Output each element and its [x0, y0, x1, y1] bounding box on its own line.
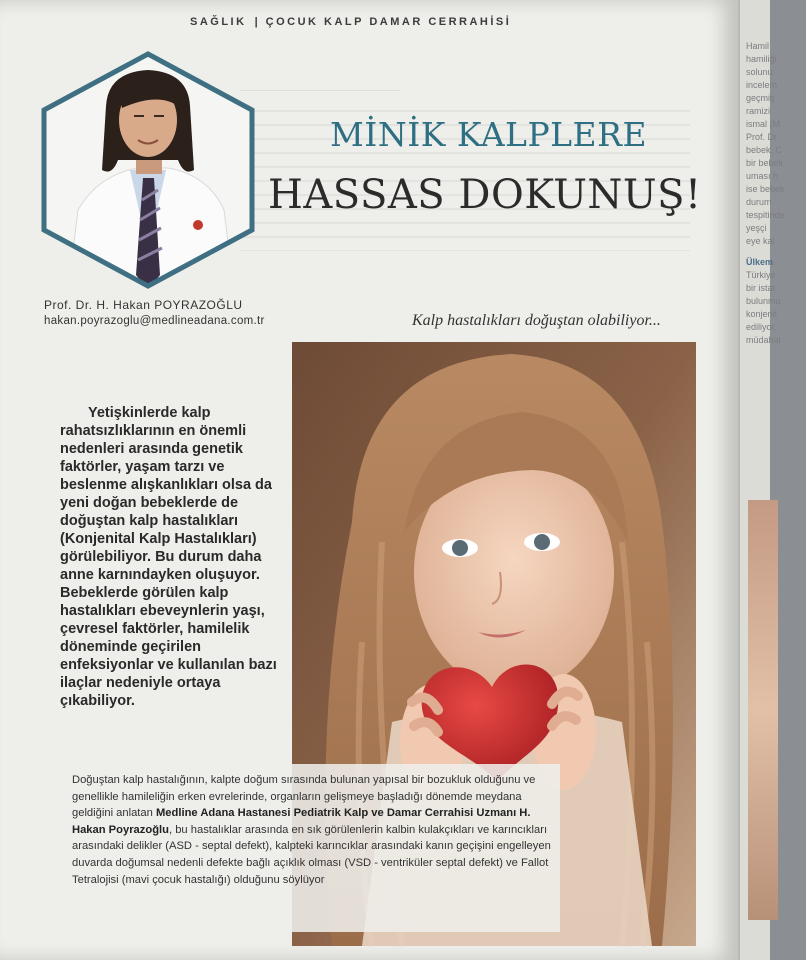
adjacent-line: eye kal [746, 236, 775, 246]
adjacent-line: ramizi [746, 106, 770, 116]
adjacent-line: yeşçi [746, 223, 767, 233]
adjacent-line: incelem [746, 80, 778, 90]
adjacent-line: ediliyor. [746, 322, 777, 332]
adjacent-line: hamiliği [746, 54, 777, 64]
adjacent-line: Prof. Dr [746, 132, 778, 142]
headline-line-1: MİNİK KALPLERE [330, 115, 648, 154]
adjacent-line: ise bebek [746, 184, 785, 194]
bleed-through-texture [240, 66, 690, 276]
adjacent-line: solunu [746, 67, 773, 77]
topic-label: ÇOCUK KALP DAMAR CERRAHİSİ [265, 16, 512, 28]
body-text-doctor-title: Medline Adana Hastanesi Pediatrik Kalp ve Damar Cerrahisi Uzmanı H. Hakan Poyrazoğlu [72, 807, 531, 836]
adjacent-line: bir istat [746, 283, 776, 293]
author-portrait [38, 50, 258, 290]
adjacent-line: tespitinde [746, 210, 785, 220]
adjacent-line: bebek, C [746, 145, 783, 155]
adjacent-page-photo [748, 500, 778, 920]
adjacent-line: konjenit [746, 309, 778, 319]
author-email[interactable]: hakan.poyrazoglu@medlineadana.com.tr [44, 315, 265, 327]
body-text-part-1: Doğuştan kalp hastalığının, kalpte doğum sırasında bulunan yapısal bir bozukluk olduğunu ve genellikle hamileliğin erken evrelerinde, organların gelişmeye başladığı dönemde meydana geldiğini anlatan [72, 774, 536, 820]
tagline: Kalp hastalıkları doğuştan olabiliyor... [412, 312, 661, 329]
adjacent-line: bir bebek [746, 158, 784, 168]
adjacent-line: Hamil [746, 41, 770, 51]
lead-paragraph [60, 404, 292, 710]
adjacent-line: bulunmu [746, 296, 781, 306]
section-header [190, 16, 511, 28]
body-text-part-2: , bu hastalıklar arasında en sık görülenlerin kalbin kulakçıkları ve karıncıkları arasındaki delikler (ASD - septal defekt), kalpteki karıncıklar arasındaki kanın geçişini engelleyen duvarda doğumsal nedenli defekte bağlı açıklık olması (VSD - ventriküler septal defekt) ve Fallot Tetralojisi (mavi çocuk hastalığı) olduğunu söylüyor [72, 823, 551, 886]
adjacent-line: geçmiş [746, 93, 775, 103]
adjacent-line: ismal (M [746, 119, 780, 129]
body-paragraph [72, 772, 552, 888]
header-separator: | [254, 16, 258, 28]
author-portrait-image [38, 50, 258, 290]
adjacent-page-column [746, 40, 806, 347]
author-name: Prof. Dr. H. Hakan POYRAZOĞLU [44, 298, 243, 312]
adjacent-line: Türkiye [746, 270, 776, 280]
adjacent-line: müdahal [746, 335, 781, 345]
section-label: SAĞLIK [190, 16, 247, 28]
headline-line-2: HASSAS DOKUNUŞ! [268, 172, 702, 218]
lead-text: Yetişkinlerde kalp rahatsızlıklarının en önemli nedenleri arasında genetik faktörler, yaşam tarzı ve beslenme alışkanlıkları olsa da yeni doğan bebeklerde de doğuştan kalp hastalıkları (Konjenital Kalp Hastalıkları) görülebiliyor. Bu durum daha anne karnındayken oluşuyor. Bebeklerde görülen kalp hastalıkları ebeveynlerin yaşı, çevresel faktörler, hamilelik döneminde geçirilen enfeksiyonlar ve kullanılan bazı ilaçlar nedeniyle ortaya çıkabiliyor. [60, 405, 277, 709]
adjacent-subheading: Ülkem [746, 257, 774, 267]
adjacent-line: durum [746, 197, 772, 207]
adjacent-line: uması h [746, 171, 779, 181]
adjacent-page-edge [738, 0, 785, 960]
